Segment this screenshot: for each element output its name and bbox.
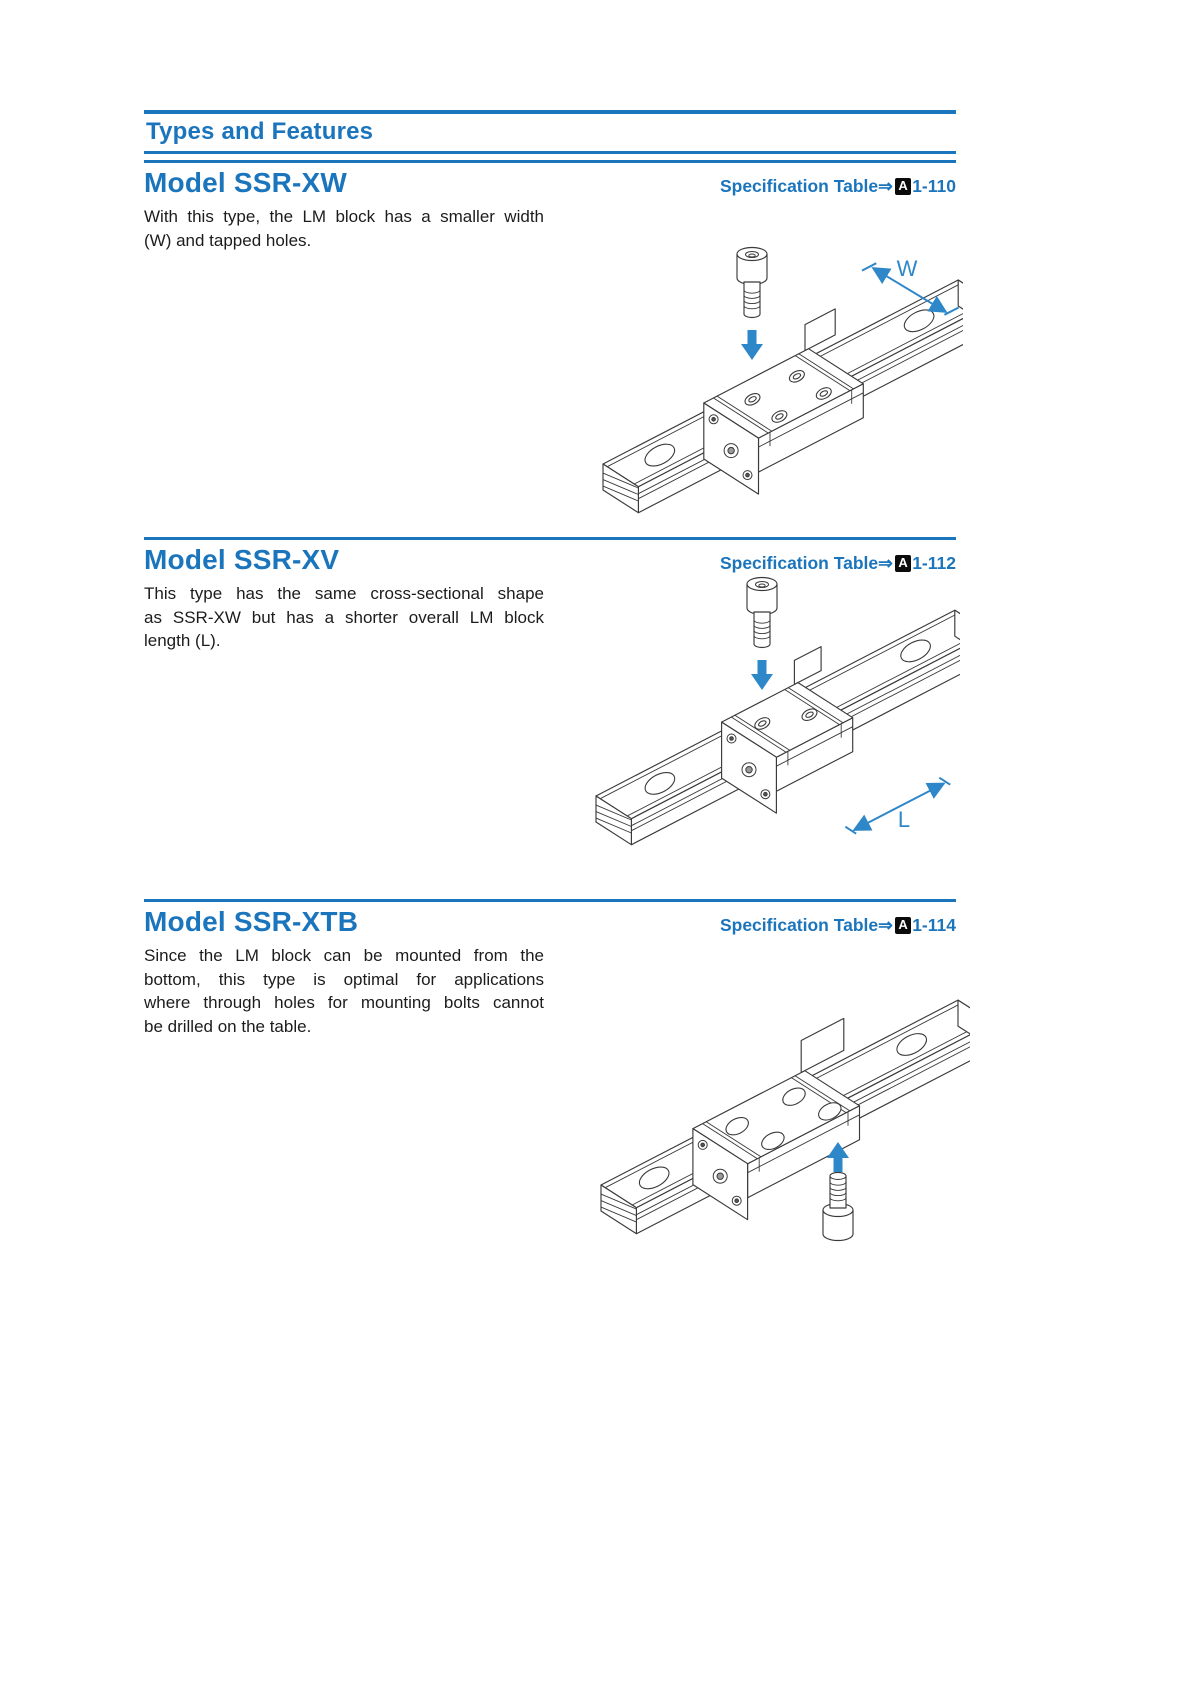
spec-table-link[interactable] (720, 915, 956, 936)
section-title: Model SSR-XW (144, 167, 348, 198)
dimension-label-w: W (896, 256, 918, 281)
page-title: Types and Features (146, 118, 374, 145)
spec-link-arrow-icon: ⇒ (878, 915, 893, 935)
spec-table-link[interactable] (720, 176, 956, 197)
lm-block-rail-illustration (546, 940, 970, 1245)
spec-link-arrow-icon: ⇒ (878, 553, 893, 573)
figure-ssr-xv (548, 548, 960, 858)
description-line: This type has the same cross-sectional shape (144, 584, 544, 604)
figure-ssr-xw (551, 214, 963, 524)
figure-ssr-xtb (546, 940, 970, 1250)
section-title: Model SSR-XV (144, 544, 340, 575)
description-line: (W) and tapped holes. (144, 230, 312, 250)
description-line: length (L). (144, 631, 221, 651)
section-description (144, 582, 544, 653)
spec-link-page: 1-110 (912, 176, 956, 196)
spec-link-badge: A (895, 555, 911, 572)
section-title: Model SSR-XTB (144, 906, 359, 937)
lm-block-rail-illustration (548, 548, 960, 853)
spec-link-badge: A (895, 917, 911, 934)
page-header (144, 110, 956, 154)
section-description (144, 205, 544, 252)
description-line: With this type, the LM block has a smaller width (144, 207, 544, 227)
spec-link-arrow-icon: ⇒ (878, 176, 893, 196)
section-description (144, 944, 544, 1038)
spec-link-text: Specification Table (719, 176, 879, 196)
spec-link-badge: A (895, 178, 911, 195)
description-line: where through holes for mounting bolts cannot (144, 993, 544, 1013)
spec-link-text: Specification Table (719, 915, 879, 935)
spec-link-page: 1-112 (912, 553, 956, 573)
description-line: be drilled on the table. (144, 1016, 312, 1036)
spec-link-page: 1-114 (912, 915, 956, 935)
spec-link-text: Specification Table (719, 553, 879, 573)
lm-block-rail-illustration (551, 214, 963, 519)
description-line: bottom, this type is optimal for applications (144, 969, 544, 989)
description-line: as SSR-XW but has a shorter overall LM block (144, 607, 544, 627)
description-line: Since the LM block can be mounted from the (144, 946, 544, 966)
dimension-tick (939, 778, 950, 785)
dimension-label-l: L (897, 807, 911, 832)
